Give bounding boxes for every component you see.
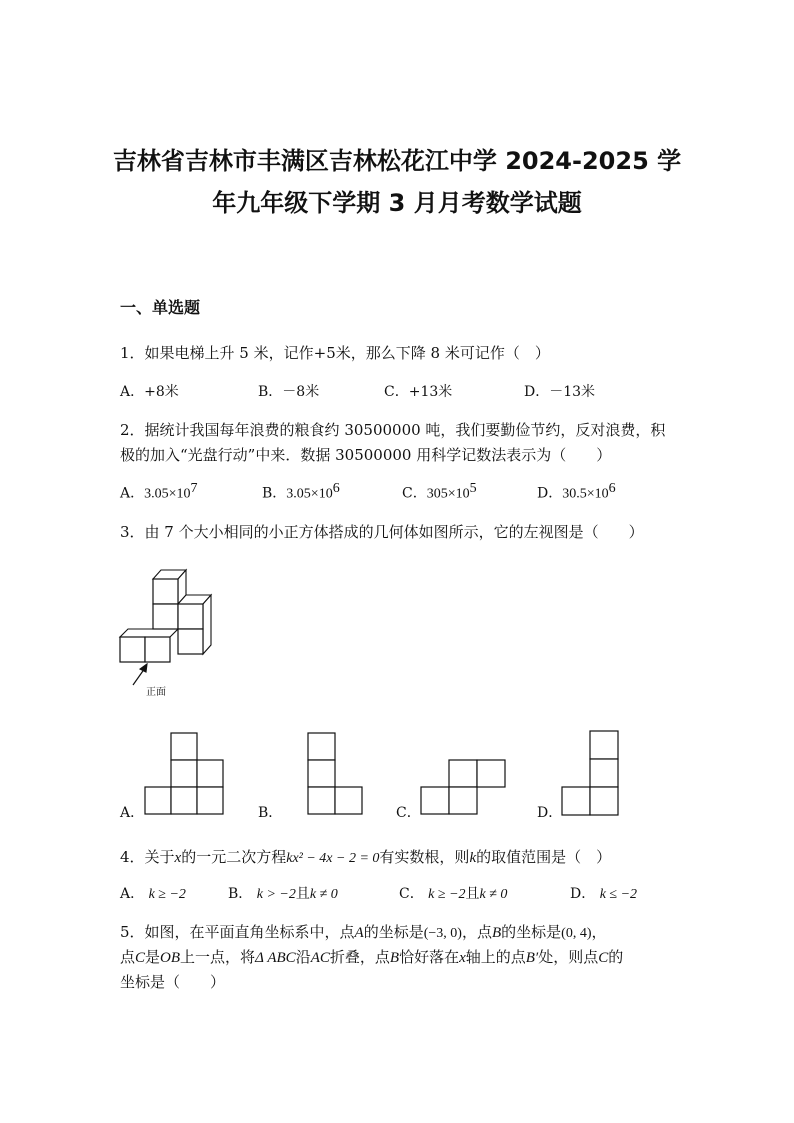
q4-option-c: C． k ≥ −2且k ≠ 0 [399, 886, 508, 902]
question-2-stem-line-2: 极的加入“光盘行动”中来．数据 30500000 用科学记数法表示为（ ） [120, 446, 612, 464]
q3-option-c-label: C． [396, 805, 421, 821]
q2-option-a: A．$3.05\times 10^7$ [120, 481, 198, 502]
exam-title-line-2: 年九年级下学期 3 月月考数学试题 [212, 189, 582, 217]
q1-option-c: C．+13米 [384, 384, 453, 400]
question-3-stem: 3．由 7 个大小相同的小正方体搭成的几何体如图所示，它的左视图是（ ） [120, 523, 644, 541]
q1-option-b: B．－8米 [258, 384, 320, 400]
q3-view-c [421, 760, 505, 814]
q3-view-a [145, 733, 223, 814]
q4-option-a: A． k ≥ −2 [120, 886, 186, 902]
question-4-stem: 4．关于x的一元二次方程kx² − 4x − 2 = 0有实数根，则k的取值范围是（ ） [120, 848, 612, 866]
question-5-stem-line-3: 坐标是（ ） [120, 973, 226, 991]
q1-option-a: A．+8米 [120, 384, 179, 400]
q4-option-d: D． k ≤ −2 [570, 886, 638, 902]
question-5-stem-line-2: 点C是OB上一点，将Δ ABC沿AC折叠，点B恰好落在x轴上的点B′处，则点C的 [120, 948, 624, 966]
q3-view-b [308, 733, 362, 814]
question-1-stem: 1．如果电梯上升 5 米，记作+5米，那么下降 8 米可记作（ ） [120, 344, 550, 362]
section-heading: 一、单选题 [120, 298, 201, 317]
q3-option-d-label: D． [537, 805, 563, 821]
q3-view-d [562, 731, 618, 815]
q4-option-b: B． k > −2且k ≠ 0 [228, 886, 338, 902]
question-2-stem-line-1: 2．据统计我国每年浪费的粮食约 30500000 吨，我们要勤俭节约，反对浪费，积 [120, 421, 666, 439]
question-5-stem-line-1: 5．如图，在平面直角坐标系中，点A的坐标是(−3, 0)，点B的坐标是(0, 4)， [120, 923, 607, 941]
q3-option-a-label: A． [120, 805, 145, 821]
q3-option-b-label: B． [258, 805, 283, 821]
q1-option-d: D．－13米 [524, 384, 596, 400]
front-label: 正面 [146, 687, 166, 698]
exam-title-line-1: 吉林省吉林市丰满区吉林松花江中学 2024-2025 学 [112, 147, 682, 175]
q2-option-b: B．$3.05\times 10^6$ [262, 481, 340, 502]
q2-option-d: D．$30.5\times 10^6$ [537, 481, 616, 502]
q2-option-c: C．$305\times 10^5$ [402, 481, 477, 502]
